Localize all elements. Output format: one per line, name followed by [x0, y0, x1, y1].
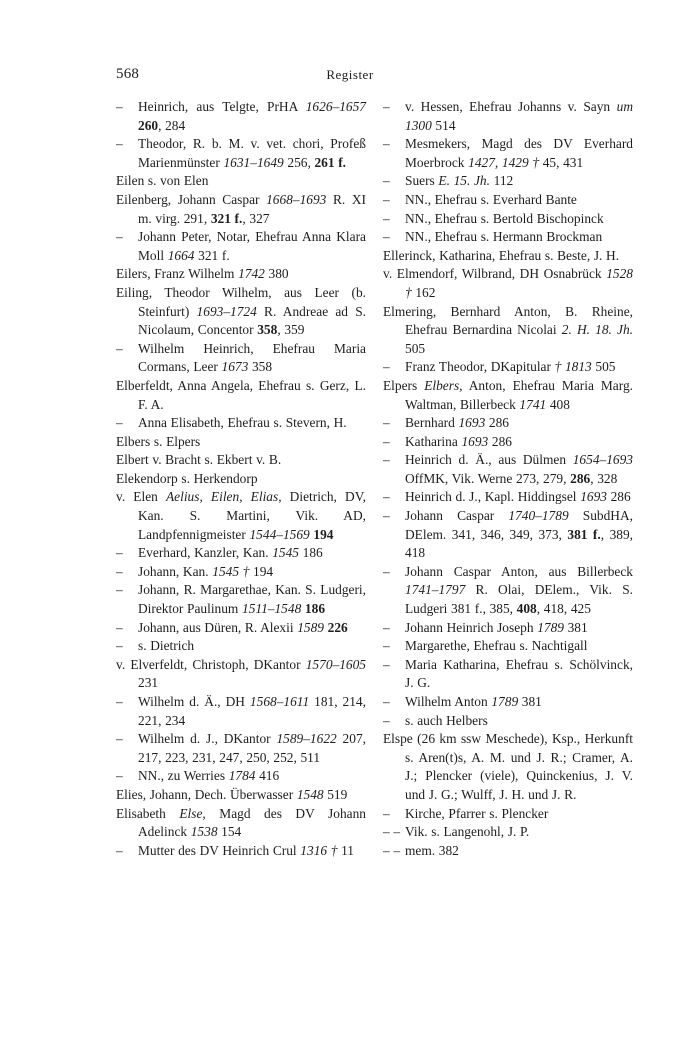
entry-date: 1568–1611	[249, 694, 310, 709]
entry-text: 505	[405, 340, 426, 356]
entry-text: Elbers s. Elpers	[116, 433, 201, 449]
index-entry	[383, 172, 633, 191]
entry-dash: –	[383, 136, 390, 152]
entry-dash: –	[116, 136, 123, 152]
entry-text: Franz Theodor, DKapitular	[405, 359, 555, 375]
entry-text: Everhard, Kanzler, Kan.	[138, 545, 273, 561]
entry-dash: –	[383, 694, 390, 709]
entry-text: Wilhelm d. Ä., DH	[138, 694, 250, 709]
entry-text: Wilhelm d. J., DKantor	[138, 731, 277, 747]
entry-text: v. Elverfeldt, Christoph, DKantor	[116, 656, 306, 672]
entry-date: 1545	[272, 545, 299, 561]
entry-text: s. Dietrich	[138, 638, 195, 654]
index-entry	[383, 823, 633, 842]
index-entry	[116, 619, 366, 638]
entry-main-page: 321 f.	[210, 210, 243, 226]
index-column-left	[116, 98, 366, 860]
index-entry	[383, 507, 633, 563]
entry-date: 1654–1693	[572, 452, 633, 468]
index-entry	[116, 637, 366, 656]
entry-text: NN., zu Werries	[138, 768, 229, 784]
entry-date: 1741–1797	[405, 582, 466, 598]
entry-text: Margarethe, Ehefrau s. Nachtigall	[405, 638, 588, 654]
running-head: Register	[326, 67, 374, 82]
entry-text: Heinrich d. Ä., aus Dülmen	[405, 452, 573, 468]
entry-dash: –	[383, 508, 390, 524]
entry-text: R. Olai, DElem., Vik. S. Ludgeri 381 f., 385,	[405, 582, 633, 617]
entry-date: 1548	[296, 786, 324, 802]
index-column-right	[383, 98, 633, 860]
entry-text: Anna Elisabeth, Ehefrau s. Stevern, H.	[138, 415, 347, 431]
entry-text: NN., Ehefrau s. Everhard Bante	[405, 191, 577, 207]
entry-date: 1789	[491, 694, 519, 709]
entry-main-page: 194	[313, 526, 334, 542]
entry-dash: – –	[383, 842, 401, 858]
entry-text: , Magd des DV Johann Adelinck	[138, 805, 366, 840]
index-entry	[116, 730, 366, 767]
entry-date: 1316 †	[300, 842, 338, 858]
entry-text: R. XI m. virg. 291,	[138, 191, 366, 226]
entry-dash: –	[116, 768, 123, 784]
index-entry	[116, 563, 366, 582]
index-entry	[383, 98, 633, 135]
entry-date: E. 15. Jh.	[438, 173, 490, 189]
entry-date: 1693	[580, 489, 607, 505]
entry-date: Else	[179, 805, 203, 821]
entry-text: Elmering, Bernhard Anton, B. Rheine, Ehefrau Bernardina Nicolai	[383, 303, 633, 338]
index-entry	[383, 712, 633, 731]
entry-text: NN., Ehefrau s. Bertold Bischopinck	[405, 210, 604, 226]
entry-text: Elekendorp s. Herkendorp	[116, 470, 258, 486]
entry-dash: –	[116, 563, 123, 579]
entry-date: 1589	[297, 619, 324, 635]
index-entry	[116, 767, 366, 786]
entry-text: 45, 431	[539, 154, 584, 170]
index-entry	[383, 637, 633, 656]
entry-text: Ellerinck, Katharina, Ehefrau s. Beste, J. H.	[383, 247, 620, 263]
entry-text: 286	[488, 433, 512, 449]
index-entry	[116, 414, 366, 433]
page-number: 568	[116, 66, 140, 82]
entry-text: 154	[217, 824, 242, 840]
entry-dash: –	[116, 619, 123, 635]
entry-text: 231	[138, 675, 159, 691]
index-entry	[116, 377, 366, 414]
entry-date: 1626–1657	[305, 99, 366, 114]
entry-text: 112	[489, 173, 514, 189]
entry-text: 194	[249, 563, 274, 579]
entry-date: 1673	[221, 359, 249, 375]
entry-dash: –	[383, 173, 390, 189]
index-entry	[383, 563, 633, 619]
entry-text: 416	[255, 768, 280, 784]
index-entry	[383, 693, 633, 712]
entry-text: 519	[323, 786, 348, 802]
entry-dash: –	[116, 842, 123, 858]
entry-text: , 359	[277, 322, 305, 338]
entry-date: 1631–1649	[223, 154, 284, 170]
entry-text: 256,	[283, 154, 315, 170]
entry-date: 2. H. 18. Jh.	[561, 322, 634, 338]
entry-text: 505	[591, 359, 616, 375]
entry-dash: –	[116, 229, 123, 245]
index-entry	[116, 693, 366, 730]
index-entry	[383, 377, 633, 414]
entry-dash: –	[383, 415, 390, 431]
index-entry	[383, 414, 633, 433]
index-entry	[116, 544, 366, 563]
entry-text: NN., Ehefrau s. Hermann Brockman	[405, 229, 603, 245]
index-entry	[116, 451, 366, 470]
entry-text: Elies, Johann, Dech. Überwasser	[116, 786, 297, 802]
entry-text: , 328	[590, 470, 618, 486]
entry-date: 1427, 1429 †	[468, 154, 540, 170]
index-entry	[383, 656, 633, 693]
entry-text: 286	[485, 415, 509, 431]
entry-dash: –	[383, 191, 390, 207]
index-entry	[116, 284, 366, 340]
entry-dash: –	[383, 359, 390, 375]
index-entry	[116, 433, 366, 452]
entry-text: Eilers, Franz Wilhelm	[116, 266, 239, 282]
entry-text: 514	[431, 117, 456, 133]
entry-dash: –	[116, 545, 123, 561]
entry-main-page: 226	[327, 619, 348, 635]
index-entry	[383, 619, 633, 638]
entry-text: Wilhelm Anton	[405, 694, 492, 709]
entry-text: Johann, aus Düren, R. Alexii	[138, 619, 298, 635]
entry-main-page: 261 f.	[314, 154, 347, 170]
index-entry	[383, 805, 633, 824]
index-entry	[383, 210, 633, 229]
entry-date: 1544–1569	[249, 526, 310, 542]
entry-text: Mesmekers, Magd des DV Everhard Moerbrock	[405, 136, 633, 170]
entry-date: 1511–1548	[242, 601, 302, 617]
index-entry	[383, 488, 633, 507]
entry-text: OffMK, Vik. Werne 273, 279,	[405, 470, 571, 486]
entry-text: Johann, R. Margarethae, Kan. S. Ludgeri, Direktor Paulinum	[138, 582, 366, 617]
entry-date: 1741	[519, 396, 547, 412]
index-entry	[116, 191, 366, 228]
index-entry	[383, 247, 633, 266]
entry-date: 1693	[458, 415, 486, 431]
entry-text: Eilenberg, Johann Caspar	[116, 191, 267, 207]
entry-text: 162	[411, 284, 436, 300]
entry-main-page: 260	[138, 117, 159, 133]
entry-text: SubdHA, DElem. 341, 346, 349, 373,	[405, 508, 633, 542]
entry-dash: –	[116, 638, 123, 654]
entry-dash: –	[383, 210, 390, 226]
entry-date: 1693–1724	[196, 303, 257, 319]
index-entry	[116, 581, 366, 618]
entry-text: R. Andreae ad S. Nicolaum, Concentor	[138, 303, 367, 338]
index-entry	[383, 730, 633, 804]
entry-dash: –	[116, 582, 123, 598]
index-entry	[116, 842, 366, 861]
index-entry	[383, 265, 633, 302]
index-entry	[116, 786, 366, 805]
entry-text: , Anton, Ehefrau Maria Marg. Waltman, Billerbeck	[405, 377, 634, 412]
entry-date: um 1300	[405, 99, 633, 133]
entry-text: 381	[518, 694, 542, 709]
entry-text: , 389, 418	[405, 526, 634, 561]
entry-text: Johann Peter, Notar, Ehefrau Anna Klara Moll	[138, 229, 366, 263]
entry-dash: –	[116, 694, 123, 709]
entry-text: 358	[248, 359, 273, 375]
entry-text: Theodor, R. b. M. v. vet. chori, Profeß Marienmünster	[138, 136, 366, 170]
entry-text: Suers	[405, 173, 439, 189]
entry-text: Eilen s. von Elen	[116, 173, 209, 189]
entry-text: Katharina	[405, 433, 462, 449]
index-entry	[383, 358, 633, 377]
index-entry	[383, 303, 633, 359]
entry-dash: –	[383, 638, 390, 654]
entry-dash: –	[383, 229, 390, 245]
entry-text: Mutter des DV Heinrich Crul	[138, 842, 301, 858]
entry-dash: –	[383, 619, 390, 635]
entry-dash: –	[383, 99, 390, 114]
entry-text: Vik. s. Langenohl, J. P.	[405, 824, 530, 840]
entry-dash: –	[383, 452, 390, 468]
index-entry	[116, 98, 366, 135]
entry-date: 1784	[228, 768, 256, 784]
entry-text: Heinrich, aus Telgte, PrHA	[138, 99, 306, 114]
entry-text: Elberfeldt, Anna Angela, Ehefrau s. Gerz, L. F. A.	[116, 377, 366, 412]
entry-text: 321 f.	[194, 247, 230, 263]
entry-dash: –	[383, 656, 390, 672]
index-entry	[116, 135, 366, 172]
entry-text: 408	[546, 396, 570, 412]
entry-text: Maria Katharina, Ehefrau s. Schölvinck, J. G.	[405, 656, 633, 691]
index-entry	[116, 470, 366, 489]
entry-dash: –	[116, 99, 123, 114]
entry-text: Wilhelm Heinrich, Ehefrau Maria Cormans, Leer	[138, 340, 366, 375]
entry-date: 1664	[167, 247, 195, 263]
entry-text: , Dietrich, DV, Kan. S. Martini, Vik. AD, Landpfennigmeister	[138, 489, 366, 542]
entry-dash: – –	[383, 824, 401, 840]
entry-dash: –	[383, 712, 390, 728]
entry-text: 11	[337, 842, 354, 858]
entry-main-page: 408	[516, 601, 537, 617]
entry-date: 1545 †	[212, 563, 250, 579]
entry-date: 1742	[238, 266, 265, 282]
entry-date: 1538	[190, 824, 218, 840]
entry-main-page: 186	[304, 601, 326, 617]
entry-date: † 1813	[554, 359, 592, 375]
entry-dash: –	[383, 805, 390, 821]
entry-dash: –	[116, 415, 123, 431]
entry-date: 1740–1789	[508, 508, 569, 524]
entry-text: 380	[264, 266, 289, 282]
entry-text: Heinrich d. J., Kapl. Hiddingsel	[405, 489, 581, 505]
entry-text: Bernhard	[405, 415, 459, 431]
entry-text: v. Elen	[116, 489, 166, 505]
entry-dash: –	[116, 340, 123, 356]
entry-text: Elpers	[383, 377, 425, 393]
index-entry	[116, 488, 366, 544]
index-entry	[116, 656, 366, 693]
index-entry	[383, 842, 633, 861]
entry-dash: –	[383, 489, 390, 505]
index-entry	[383, 191, 633, 210]
entry-date: 1789	[537, 619, 564, 635]
index-entry	[383, 451, 633, 488]
entry-text: Johann Caspar Anton, aus Billerbeck	[405, 563, 633, 579]
entry-date: Elbers	[424, 377, 460, 393]
entry-text: , 418, 425	[536, 601, 591, 617]
entry-main-page: 286	[570, 470, 591, 486]
entry-text: Eiling, Theodor Wilhelm, aus Leer (b. Steinfurt)	[116, 284, 366, 319]
entry-text: 181, 214, 221, 234	[138, 694, 366, 728]
entry-text: 207, 217, 223, 231, 247, 250, 252, 511	[138, 731, 366, 765]
entry-text: Elspe (26 km ssw Meschede), Ksp., Herkunft s. Aren(t)s, A. M. und J. R.; Cramer, A. J.; Plencker (viele), Quinckenius, J. V. und J. G.; Wulff, J. H. und J. R.	[383, 731, 633, 802]
entry-text: s. auch Helbers	[405, 712, 488, 728]
entry-text: 381	[563, 619, 588, 635]
index-entry	[383, 228, 633, 247]
entry-date: 1693	[461, 433, 489, 449]
entry-date: Aelius, Eilen, Elias	[165, 489, 279, 505]
entry-main-page: 381 f.	[567, 526, 601, 542]
entry-text: Johann Heinrich Joseph	[405, 619, 538, 635]
entry-date: 1528 †	[405, 266, 633, 300]
entry-main-page: 358	[257, 322, 278, 338]
entry-text: Kirche, Pfarrer s. Plencker	[405, 805, 549, 821]
entry-text: Elbert v. Bracht s. Ekbert v. B.	[116, 452, 282, 468]
index-entry	[116, 228, 366, 265]
index-entry	[383, 433, 633, 452]
entry-text: Elisabeth	[116, 805, 180, 821]
entry-text: v. Hessen, Ehefrau Johanns v. Sayn	[405, 99, 617, 114]
entry-text: Johann Caspar	[405, 508, 509, 524]
entry-text: 186	[299, 545, 323, 561]
entry-date: 1570–1605	[305, 656, 366, 672]
index-entry	[116, 172, 366, 191]
index-entry	[116, 805, 366, 842]
entry-text: , 327	[242, 210, 270, 226]
entry-text: mem. 382	[405, 842, 459, 858]
entry-date: 1589–1622	[276, 731, 337, 747]
entry-text: Johann, Kan.	[138, 563, 213, 579]
entry-dash: –	[116, 731, 123, 747]
index-entry	[383, 135, 633, 172]
entry-text: , 284	[158, 117, 186, 133]
entry-dash: –	[383, 433, 390, 449]
entry-date: 1668–1693	[266, 191, 327, 207]
entry-dash: –	[383, 563, 390, 579]
index-entry	[116, 265, 366, 284]
entry-text: v. Elmendorf, Wilbrand, DH Osnabrück	[383, 266, 607, 282]
entry-text: 286	[606, 489, 631, 505]
index-entry	[116, 340, 366, 377]
